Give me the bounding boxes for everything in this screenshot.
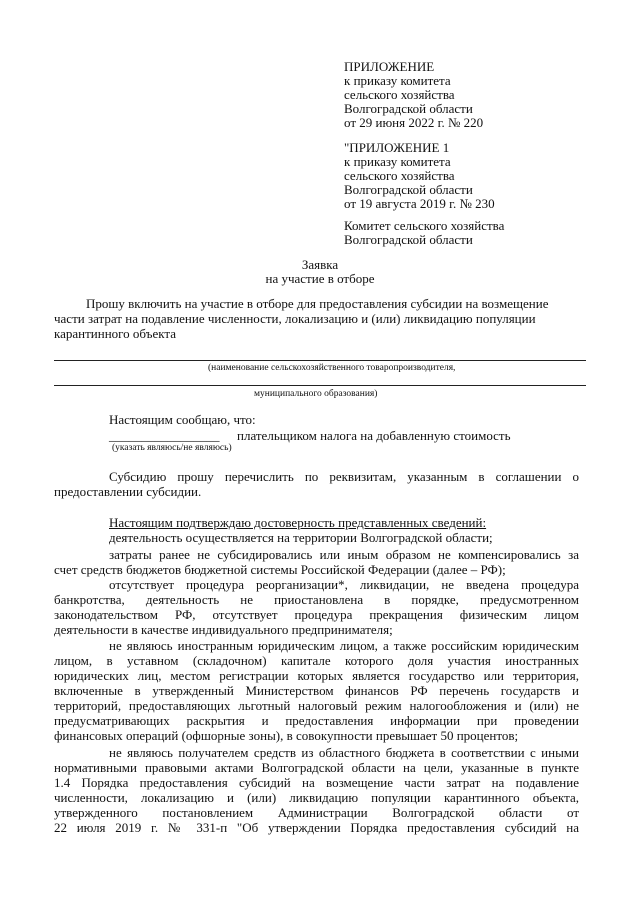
name-fill-line[interactable]: [54, 360, 586, 361]
intro-line: части затрат на подавление численности, локализацию и (или) ликвидацию популяции: [54, 311, 536, 326]
statement-line: не являюсь получателем средств из областного бюджета в соответствии с иными: [109, 745, 579, 760]
statement-line: деятельности в качестве индивидуального предпринимателя;: [54, 622, 393, 637]
intro-line: Прошу включить на участие в отборе для предоставления субсидии на возмещение: [86, 296, 549, 311]
annex-date: от 19 августа 2019 г. № 230: [344, 196, 495, 211]
notice-blank[interactable]: _________________: [109, 428, 220, 443]
statement-line: банкротства, деятельность не приостановлена в порядке, предусмотренном: [54, 592, 579, 607]
statement-line: не являюсь иностранным юридическим лицом, а также российским юридическим: [109, 638, 579, 653]
annex-title: ПРИЛОЖЕНИЕ: [344, 59, 435, 74]
annex-line: к приказу комитета: [344, 73, 451, 88]
annex-line: к приказу комитета: [344, 154, 451, 169]
notice-hint: (указать являюсь/не являюсь): [112, 443, 232, 453]
subsidy-line: предоставлении субсидии.: [54, 484, 202, 499]
statement-line: затраты ранее не субсидировались или иным образом не компенсировались за: [109, 547, 579, 562]
statement-line: финансовых операций (офшорные зоны), в совокупности превышает 50 процентов;: [54, 728, 519, 743]
intro-line: карантинного объекта: [54, 326, 176, 341]
statement-line: предусматривающих раскрытия и предоставления информации при проведении: [54, 713, 579, 728]
confirm-heading: Настоящим подтверждаю достоверность представленных сведений:: [109, 515, 487, 530]
municipality-fill-line[interactable]: [54, 385, 586, 386]
annex-line: сельского хозяйства: [344, 87, 455, 102]
statement-line: 1.4 Порядка предоставления субсидий на возмещение части затрат на подавление: [54, 775, 579, 790]
statement-line: лицом, в уставном (складочном) капитале которого доля участия иностранных: [54, 653, 579, 668]
addressee: Волгоградской области: [344, 232, 473, 247]
annex-line: сельского хозяйства: [344, 168, 455, 183]
statement-line: утвержденного постановлением Администрации Волгоградской области от: [54, 805, 579, 820]
document-subtitle: на участие в отборе: [265, 271, 375, 286]
statement-line: численности, локализацию и (или) ликвидацию популяции карантинного объекта,: [54, 790, 579, 805]
statement-line: деятельность осуществляется на территории Волгоградской области;: [109, 530, 493, 545]
statement-line: территорий, предоставляющих льготный налоговый режим налогообложения и (или) не: [54, 698, 579, 713]
statement-line: нормативными правовыми актами Волгоградской области на цели, указанные в пункте: [54, 760, 579, 775]
notice-lead: Настоящим сообщаю, что:: [109, 412, 256, 427]
annex-date: от 29 июня 2022 г. № 220: [344, 115, 484, 130]
annex-title: "ПРИЛОЖЕНИЕ 1: [344, 140, 450, 155]
statement-line: законодательством РФ, отсутствует процедура прекращения физическим лицом: [54, 607, 579, 622]
statement-line: включенные в утвержденный Министерством финансов РФ перечень государств и: [54, 683, 579, 698]
statement-line: отсутствует процедура реорганизации*, ликвидации, не введена процедура: [109, 577, 579, 592]
annex-line: Волгоградской области: [344, 182, 473, 197]
subsidy-line: Субсидию прошу перечислить по реквизитам, указанным в соглашении о: [109, 469, 579, 484]
document-title: Заявка: [301, 257, 339, 272]
notice-text: плательщиком налога на добавленную стоимость: [237, 428, 511, 443]
municipality-caption: муниципального образования): [254, 389, 378, 399]
statement-line: 22 июля 2019 г. № 331-п "Об утверждении Порядка предоставления субсидий на: [54, 820, 579, 835]
statement-line: юридических лиц, местом регистрации которых является государство или территория,: [54, 668, 579, 683]
annex-line: Волгоградской области: [344, 101, 473, 116]
name-caption: (наименование сельскохозяйственного товаропроизводителя,: [208, 363, 456, 373]
statement-line: счет средств бюджетов бюджетной системы Российской Федерации (далее – РФ);: [54, 562, 506, 577]
addressee: Комитет сельского хозяйства: [344, 218, 505, 233]
